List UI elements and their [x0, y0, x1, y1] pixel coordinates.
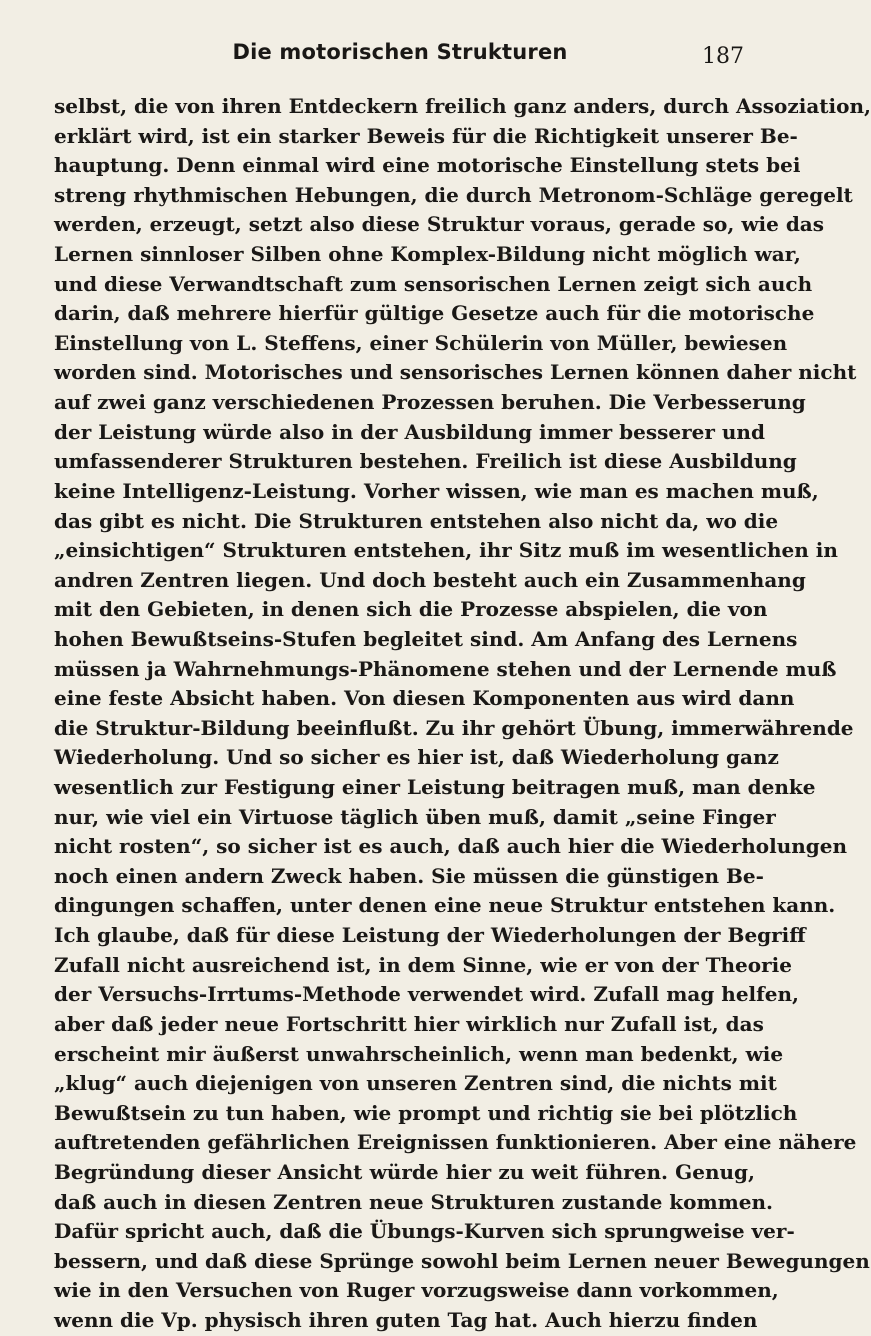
text-line: umfassenderer Strukturen bestehen. Freilich ist diese Ausbildung	[54, 449, 797, 474]
text-line: wenn die Vp. physisch ihren guten Tag hat. Auch hierzu finden	[54, 1307, 758, 1332]
body-text	[54, 92, 871, 1336]
text-line: erscheint mir äußerst unwahrscheinlich, wenn man bedenkt, wie	[54, 1041, 784, 1066]
text-line: hauptung. Denn einmal wird eine motorische Einstellung stets bei	[54, 153, 801, 178]
text-line: aber daß jeder neue Fortschritt hier wirklich nur Zufall ist, das	[54, 1011, 764, 1036]
text-line: Wiederholung. Und so sicher es hier ist, daß Wiederholung ganz	[54, 745, 779, 770]
text-line: nur, wie viel ein Virtuose täglich üben muß, damit „seine Finger	[54, 804, 776, 829]
text-line: hohen Bewußtseins-Stufen begleitet sind. Am Anfang des Lernens	[54, 626, 798, 651]
text-line: „klug“ auch diejenigen von unseren Zentren sind, die nichts mit	[54, 1071, 777, 1096]
text-line: der Leistung würde also in der Ausbildung immer besserer und	[54, 419, 765, 444]
text-line: dingungen schaffen, unter denen eine neue Struktur entstehen kann.	[54, 893, 836, 918]
text-line: auftretenden gefährlichen Ereignissen funktionieren. Aber eine nähere	[54, 1130, 857, 1155]
page-header	[56, 40, 744, 74]
text-line: Dafür spricht auch, daß die Übungs-Kurven sich sprungweise ver-	[54, 1219, 795, 1244]
text-line: keine Intelligenz-Leistung. Vorher wissen, wie man es machen muß,	[54, 478, 819, 503]
text-line: andren Zentren liegen. Und doch besteht auch ein Zusammenhang	[54, 567, 806, 592]
text-line: wesentlich zur Festigung einer Leistung beitragen muß, man denke	[54, 775, 816, 800]
text-line: „einsichtigen“ Strukturen entstehen, ihr Sitz muß im wesentlichen in	[54, 538, 838, 563]
text-line: wie in den Versuchen von Ruger vorzugsweise dann vorkommen,	[54, 1278, 779, 1303]
text-line: eine feste Absicht haben. Von diesen Komponenten aus wird dann	[54, 686, 795, 711]
text-line: noch einen andern Zweck haben. Sie müssen die günstigen Be-	[54, 863, 764, 888]
text-line: Zufall nicht ausreichend ist, in dem Sinne, wie er von der Theorie	[54, 952, 792, 977]
text-line: Begründung dieser Ansicht würde hier zu weit führen. Genug,	[54, 1159, 755, 1184]
text-line: daß auch in diesen Zentren neue Strukturen zustande kommen.	[54, 1189, 774, 1214]
text-line: darin, daß mehrere hierfür gültige Gesetze auch für die motorische	[54, 301, 815, 326]
text-line: Ich glaube, daß für diese Leistung der Wiederholungen der Begriff	[54, 923, 806, 948]
text-line: werden, erzeugt, setzt also diese Struktur voraus, gerade so, wie das	[54, 212, 825, 237]
text-line: streng rhythmischen Hebungen, die durch Metronom-Schläge geregelt	[54, 182, 853, 207]
text-line: Einstellung von L. Steffens, einer Schülerin von Müller, bewiesen	[54, 330, 788, 355]
text-line: mit den Gebieten, in denen sich die Prozesse abspielen, die von	[54, 597, 768, 622]
page-number: 187	[702, 44, 744, 69]
text-line: der Versuchs-Irrtums-Methode verwendet wird. Zufall mag helfen,	[54, 982, 799, 1007]
text-line: bessern, und daß diese Sprünge sowohl beim Lernen neuer Bewegungen	[54, 1248, 870, 1273]
text-line: auf zwei ganz verschiedenen Prozessen beruhen. Die Verbesserung	[54, 390, 806, 415]
text-line: erklärt wird, ist ein starker Beweis für die Richtigkeit unserer Be-	[54, 123, 798, 148]
running-head: Die motorischen Strukturen	[232, 40, 568, 64]
text-line: selbst, die von ihren Entdeckern freilich ganz anders, durch Assoziation,	[54, 94, 871, 118]
text-line: Bewußtsein zu tun haben, wie prompt und richtig sie bei plötzlich	[54, 1100, 798, 1125]
text-line: nicht rosten“, so sicher ist es auch, daß auch hier die Wiederholungen	[54, 834, 848, 859]
text-line: und diese Verwandtschaft zum sensorischen Lernen zeigt sich auch	[54, 271, 813, 296]
text-line: worden sind. Motorisches und sensorisches Lernen können daher nicht	[54, 360, 857, 385]
text-line: das gibt es nicht. Die Strukturen entstehen also nicht da, wo die	[54, 508, 779, 533]
text-line: Lernen sinnloser Silben ohne Komplex-Bildung nicht möglich war,	[54, 242, 801, 267]
text-line: die Struktur-Bildung beeinflußt. Zu ihr gehört Übung, immerwährende	[54, 715, 854, 740]
text-line: müssen ja Wahrnehmungs-Phänomene stehen und der Lernende muß	[54, 656, 837, 681]
